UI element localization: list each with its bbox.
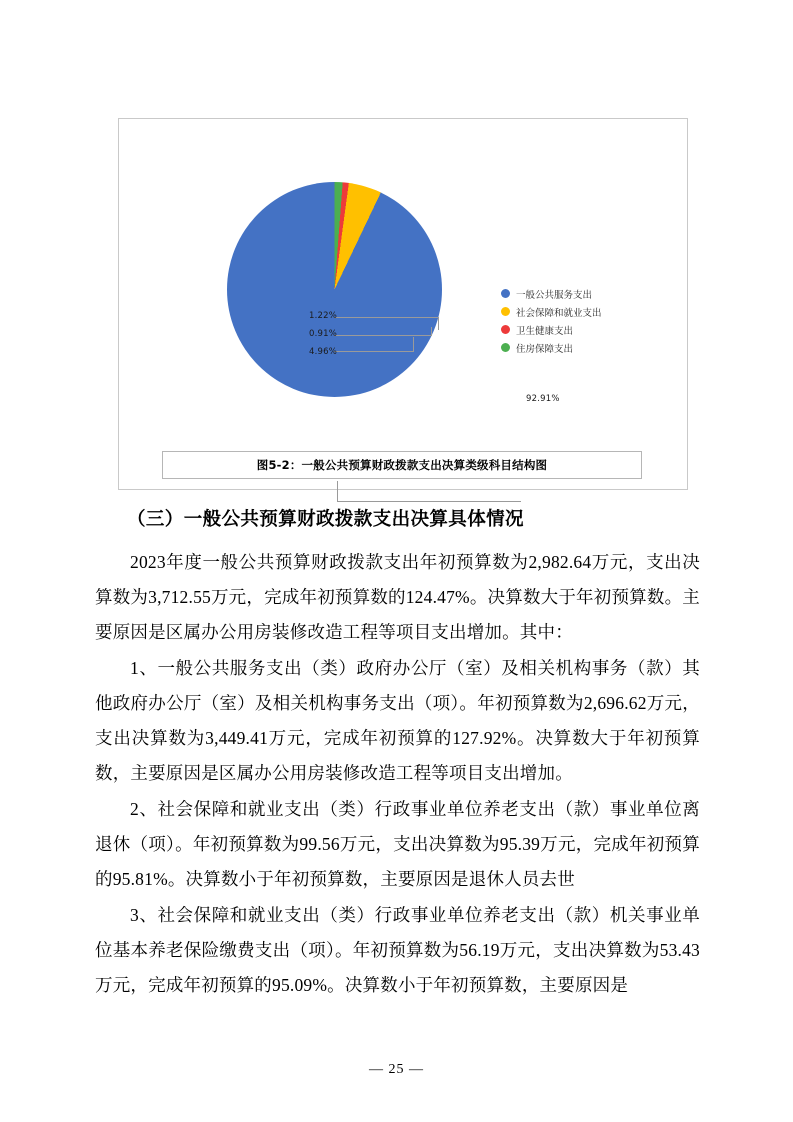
pie-label-general-public-service: 92.91%	[526, 394, 560, 404]
legend-item	[501, 305, 661, 318]
leader-line-2b	[431, 327, 432, 336]
leader-line-4b	[337, 481, 338, 502]
pie-label-housing: 1.22%	[309, 311, 338, 321]
legend-swatch-icon	[501, 289, 510, 298]
legend-item	[501, 287, 661, 300]
paragraph-1: 2023年度一般公共预算财政拨款支出年初预算数为2,982.64万元，支出决算数为3,712.55万元，完成年初预算数的124.47%。决算数大于年初预算数。主要原因是区属办公用房装修改造工程等项目支出增加。其中：	[95, 552, 700, 642]
chart-legend	[501, 287, 661, 359]
legend-swatch-icon	[501, 325, 510, 334]
legend-swatch-icon	[501, 307, 510, 316]
legend-item	[501, 341, 661, 354]
pie-slices	[227, 182, 442, 397]
paragraph-4: 3、社会保障和就业支出（类）行政事业单位养老支出（款）机关事业单位基本养老保险缴费支出（项）。年初预算数为56.19万元，支出决算数为53.43万元，完成年初预算的95.09%。决算数小于年初预算数，主要原因是	[95, 905, 700, 995]
legend-label: 卫生健康支出	[516, 325, 574, 337]
leader-line-1	[334, 317, 439, 318]
legend-swatch-icon	[501, 343, 510, 352]
leader-line-4	[337, 501, 521, 502]
pie-wrap	[227, 182, 442, 397]
legend-label: 一般公共服务支出	[516, 289, 593, 301]
paragraph-3: 2、社会保障和就业支出（类）行政事业单位养老支出（款）事业单位离退休（项）。年初预算数为99.56万元，支出决算数为95.39万元，完成年初预算的95.81%。决算数小于年初预算数，主要原因是退休人员去世	[95, 799, 700, 889]
legend-label: 社会保障和就业支出	[516, 307, 602, 319]
leader-line-1b	[438, 317, 439, 330]
leader-line-3b	[413, 337, 414, 352]
figure-container	[118, 118, 688, 490]
pie-label-social-security: 4.96%	[309, 347, 338, 357]
page-footer: — 25 —	[369, 1062, 424, 1077]
paragraph-2: 1、一般公共服务支出（类）政府办公厅（室）及相关机构事务（款）其他政府办公厅（室）及相关机构事务支出（项）。年初预算数为2,696.62万元，支出决算数为3,449.41万元，完成年初预算的127.92%。决算数大于年初预算数，主要原因是区属办公用房装修改造工程等项目支出增加。	[95, 658, 700, 783]
pie-chart	[119, 119, 689, 439]
legend-label: 住房保障支出	[516, 343, 574, 355]
document-body	[95, 505, 700, 1004]
pie-label-health: 0.91%	[309, 329, 338, 339]
section-heading: （三）一般公共预算财政拨款支出决算具体情况	[127, 510, 524, 530]
legend-item	[501, 323, 661, 336]
leader-line-2	[334, 335, 432, 336]
leader-line-3	[334, 351, 414, 352]
figure-caption: 图5-2：一般公共预算财政拨款支出决算类级科目结构图	[256, 458, 548, 472]
figure-caption-box	[162, 451, 642, 479]
